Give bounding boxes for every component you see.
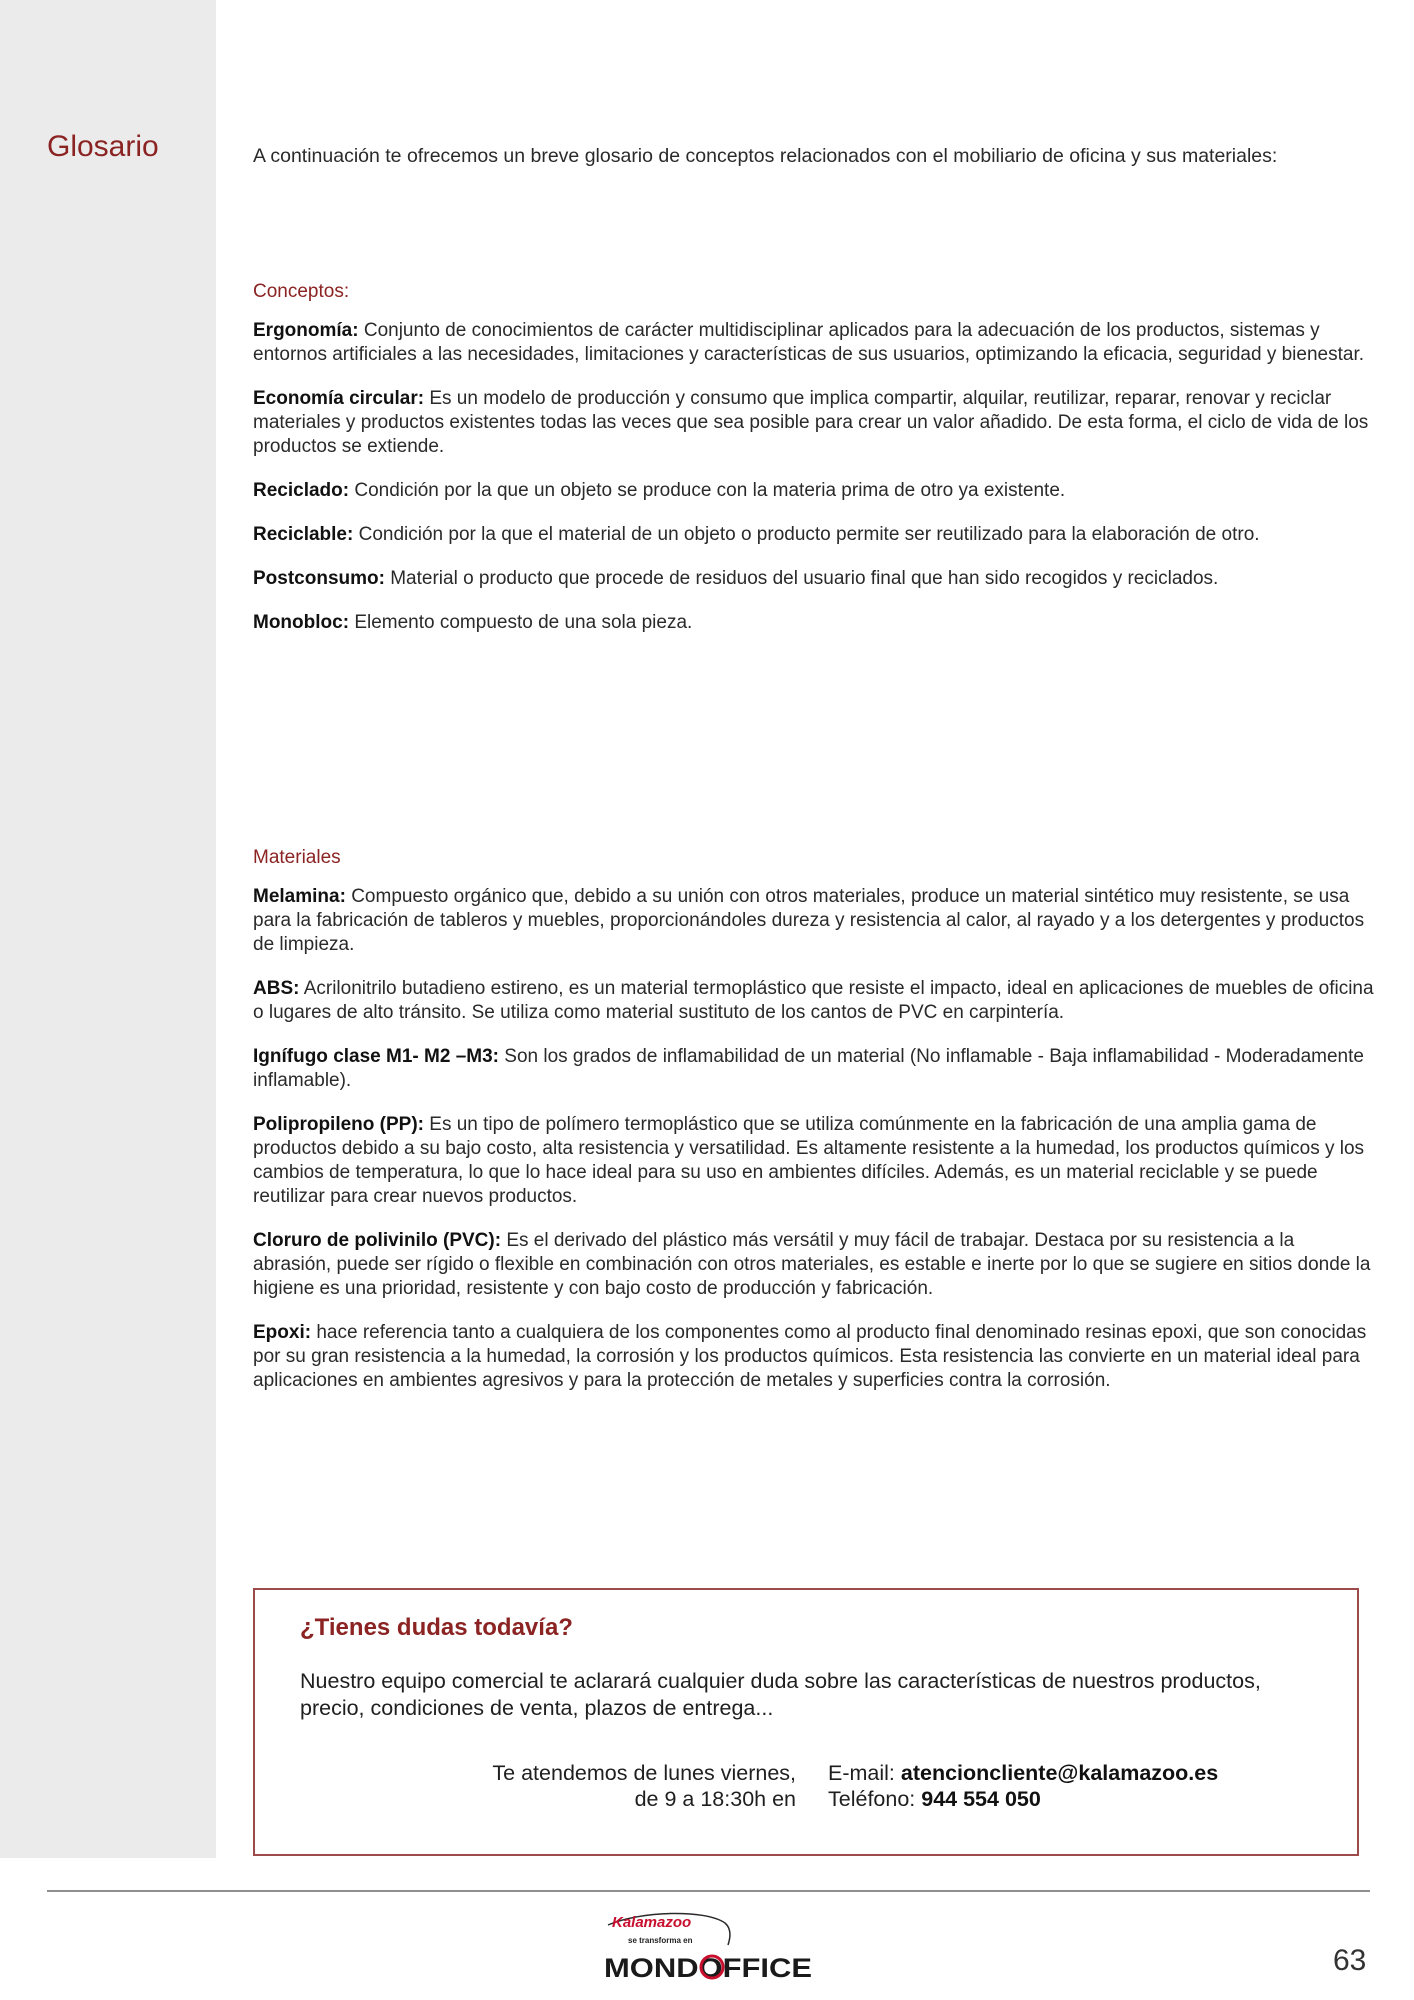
intro-text: A continuación te ofrecemos un breve glosario de conceptos relacionados con el mobiliario de oficina y sus materiales: (253, 145, 1278, 167)
glossary-definition: Es un tipo de polímero termoplástico que se utiliza comúnmente en la fabricación de una amplia gama de productos debido a su bajo costo, alta resistencia y versatilidad. Es altamente resistente a la humedad, los productos químicos y los cambios de temperatura, lo que lo hace ideal para su uso en ambientes difíciles. Además, es un material reciclable y se puede reutilizar para crear nuevos productos. (253, 1114, 1365, 1207)
glossary-term: Melamina: (253, 886, 346, 907)
opening-hours-line: Te atendemos de lunes viernes, (492, 1761, 796, 1785)
glossary-definition: Es un modelo de producción y consumo que implica compartir, alquilar, reutilizar, reparar, renovar y reciclar materiales y productos existentes todas las veces que sea posible para crear un valor añadido. De esta forma, el ciclo de vida de los productos se extiende. (253, 388, 1369, 457)
glossary-entry-economia-circular (253, 387, 1375, 459)
glossary-term: Postconsumo: (253, 568, 385, 589)
glossary-definition: Condición por la que un objeto se produce con la materia prima de otro ya existente. (354, 480, 1066, 501)
glossary-definition: Es el derivado del plástico más versátil y muy fácil de trabajar. Destaca por su resistencia a la abrasión, puede ser rígido o flexible en combinación con otros materiales, es estable e inerte por lo que se sugiere en sitios donde la higiene es una prioridad, resistente y con bajo costo de producción y fabricación. (253, 1230, 1371, 1299)
glossary-entry-epoxi (253, 1321, 1375, 1393)
glossary-term: Ergonomía: (253, 320, 359, 341)
contact-box-title: ¿Tienes dudas todavía? (300, 1614, 573, 1641)
opening-hours (492, 1760, 796, 1812)
glossary-term: Reciclable: (253, 524, 354, 545)
glossary-definition: Material o producto que procede de residuos del usuario final que han sido recogidos y reciclados. (390, 568, 1219, 589)
glossary-entry-pvc (253, 1229, 1375, 1301)
glossary-entry-melamina (253, 885, 1375, 957)
glossary-definition: Elemento compuesto de una sola pieza. (354, 612, 693, 633)
email-line (828, 1760, 1218, 1786)
glossary-definition: Condición por la que el material de un objeto o producto permite ser reutilizado para la elaboración de otro. (358, 524, 1260, 545)
opening-hours-line: de 9 a 18:30h en (634, 1787, 796, 1811)
glossary-entry-postconsumo (253, 567, 1375, 591)
sidebar-band (0, 0, 216, 1858)
glossary-entry-abs (253, 977, 1375, 1025)
contact-box (253, 1588, 1359, 1856)
phone-line (828, 1786, 1218, 1812)
glossary-definition: Conjunto de conocimientos de carácter multidisciplinar aplicados para la adecuación de los productos, sistemas y entornos artificiales a las necesidades, limitaciones y características de sus usuarios, optimizando la eficacia, seguridad y bienestar. (253, 320, 1365, 365)
glossary-entry-reciclado (253, 479, 1375, 503)
email-link[interactable]: atencioncliente@kalamazoo.es (900, 1761, 1219, 1785)
glossary-entry-ignifugo (253, 1045, 1375, 1093)
glossary-term: Monobloc: (253, 612, 350, 633)
contact-box-text: Nuestro equipo comercial te aclarará cualquier duda sobre las características de nuestros productos, precio, condiciones de venta, plazos de entrega... (300, 1669, 1261, 1720)
email-label: E-mail: (828, 1761, 895, 1785)
logo-tagline-text: se transforma en (628, 1936, 693, 1945)
glossary-term: Economía circular: (253, 388, 425, 409)
logo-mondoffice-text: MONDOFFICE (604, 1953, 812, 1983)
page-title: Glosario (47, 130, 159, 163)
concepts-section (253, 281, 1375, 655)
glossary-entry-ergonomia (253, 319, 1375, 367)
glossary-entry-polipropileno (253, 1113, 1375, 1209)
contact-details (828, 1760, 1218, 1812)
materials-section (253, 847, 1375, 1413)
glossary-definition: hace referencia tanto a cualquiera de los componentes como al producto final denominado resinas epoxi, que son conocidas por su gran resistencia a la humedad, la corrosión y los productos químicos. Esta resistencia las convierte en un material ideal para aplicaciones en ambientes agresivos y para la protección de metales y superficies contra la corrosión. (253, 1322, 1367, 1391)
logo-kalamazoo-text: Kalamazoo (612, 1914, 692, 1931)
kalamazoo-mondoffice-logo (600, 1905, 820, 1985)
concepts-heading: Conceptos: (253, 281, 350, 302)
page-number: 63 (1333, 1944, 1367, 1977)
phone-number[interactable]: 944 554 050 (921, 1787, 1041, 1811)
glossary-entry-reciclable (253, 523, 1375, 547)
materials-heading: Materiales (253, 847, 341, 868)
phone-label: Teléfono: (828, 1787, 916, 1811)
glossary-term: ABS: (253, 978, 300, 999)
glossary-definition: Compuesto orgánico que, debido a su unión con otros materiales, produce un material sintético muy resistente, se usa para la fabricación de tableros y muebles, proporcionándoles dureza y resistencia al calor, al rayado y a los detergentes y productos de limpieza. (253, 886, 1365, 955)
glossary-term: Reciclado: (253, 480, 350, 501)
glossary-definition: Son los grados de inflamabilidad de un material (No inflamable - Baja inflamabilidad - Moderadamente inflamable). (253, 1046, 1364, 1091)
footer-divider (47, 1890, 1370, 1892)
glossary-term: Polipropileno (PP): (253, 1114, 424, 1135)
glossary-term: Epoxi: (253, 1322, 312, 1343)
glossary-term: Cloruro de polivinilo (PVC): (253, 1230, 502, 1251)
glossary-definition: Acrilonitrilo butadieno estireno, es un material termoplástico que resiste el impacto, ideal en aplicaciones de muebles de oficina o lugares de alto tránsito. Se utiliza como material sustituto de los cantos de PVC en carpintería. (253, 978, 1374, 1023)
glossary-term: Ignífugo clase M1- M2 –M3: (253, 1046, 499, 1067)
glossary-entry-monobloc (253, 611, 1375, 635)
